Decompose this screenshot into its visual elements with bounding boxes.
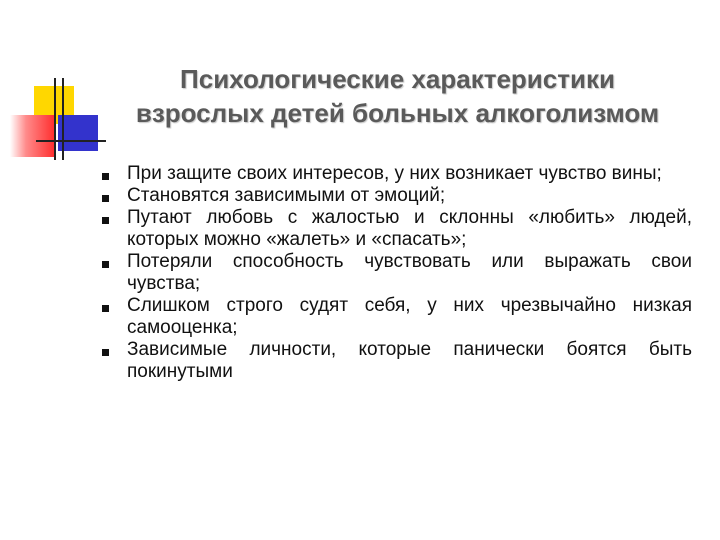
logo-vertical-line	[62, 78, 64, 160]
square-bullet-icon	[102, 305, 109, 312]
bullet-item	[100, 163, 692, 185]
square-bullet-icon	[102, 195, 109, 202]
square-bullet-icon	[102, 349, 109, 356]
bullet-text: Слишком строго судят себя, у них чрезвычайно низкая самооценка;	[127, 295, 692, 338]
slide-title	[100, 62, 695, 130]
bullet-item	[100, 339, 692, 383]
bullet-text: Потеряли способность чувствовать или выражать свои чувства;	[127, 251, 692, 294]
slide-title-line: взрослых детей больных алкоголизмом	[135, 98, 660, 128]
logo-red-square	[10, 115, 56, 157]
logo-horizontal-line	[36, 140, 106, 142]
slide-title-line: Психологические характеристики	[180, 64, 615, 94]
bullet-item	[100, 185, 692, 207]
bullet-text: Путают любовь с жалостью и склонны «любить» людей, которых можно «жалеть» и «спасать»;	[127, 207, 692, 250]
bullet-text: Становятся зависимыми от эмоций;	[127, 185, 446, 206]
bullet-text: Зависимые личности, которые панически боятся быть покинутыми	[127, 339, 692, 382]
bullet-item	[100, 295, 692, 339]
logo-blue-square	[58, 115, 98, 151]
square-bullet-icon	[102, 217, 109, 224]
bullet-item	[100, 207, 692, 251]
bullet-text: При защите своих интересов, у них возникает чувство вины;	[127, 163, 662, 184]
bullet-item	[100, 251, 692, 295]
logo-vertical-line	[54, 78, 56, 160]
bullet-list	[100, 163, 692, 383]
square-bullet-icon	[102, 173, 109, 180]
square-bullet-icon	[102, 261, 109, 268]
